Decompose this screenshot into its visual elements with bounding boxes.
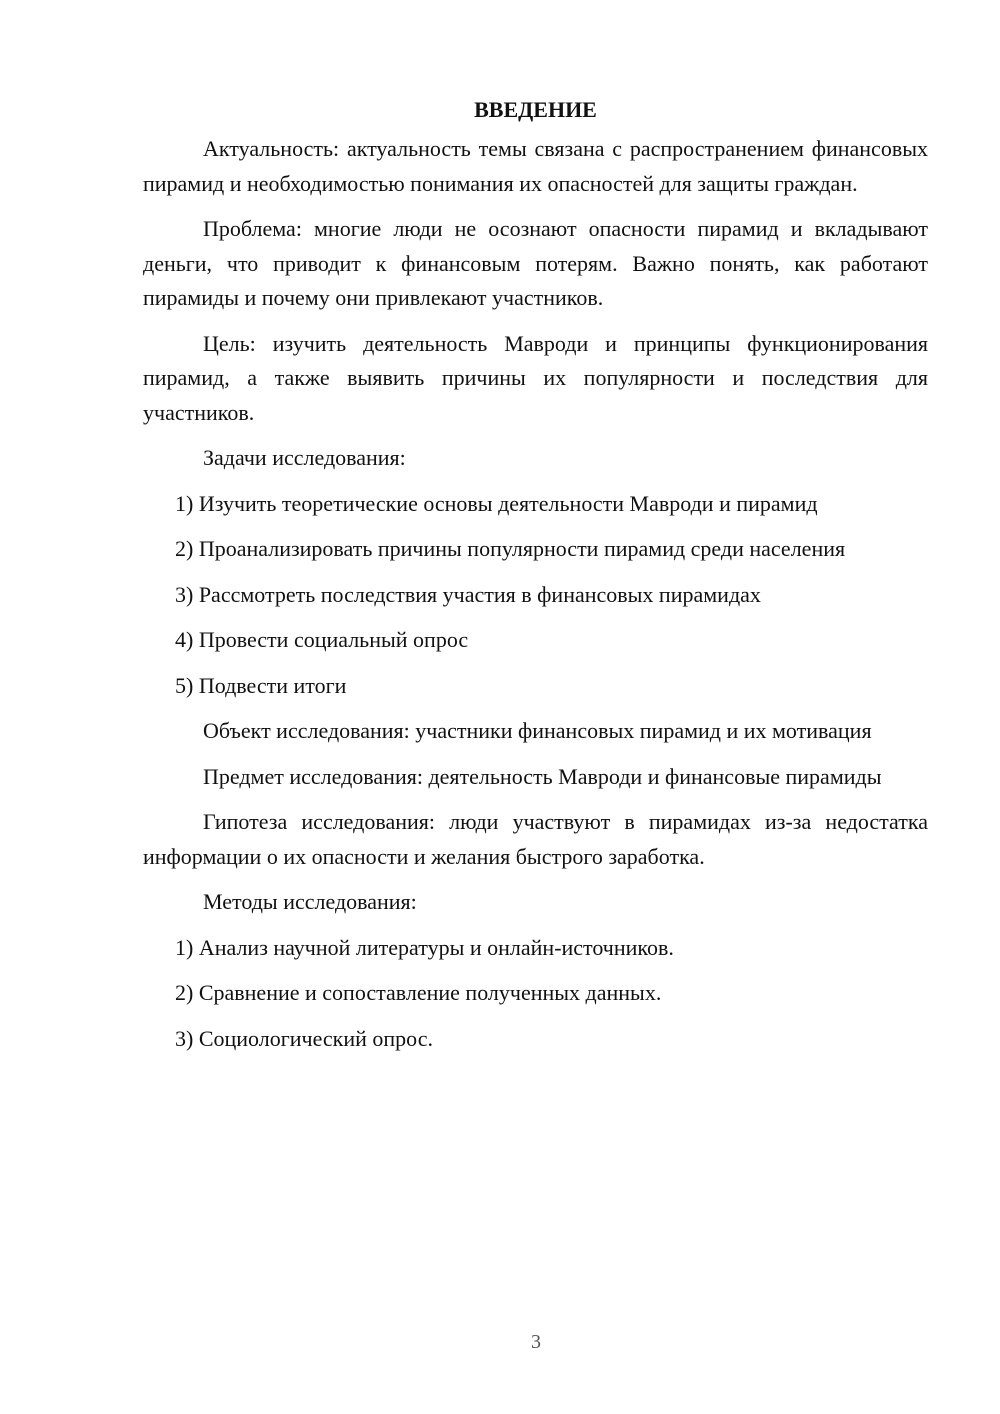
method-item-1: 1) Анализ научной литературы и онлайн-источников. <box>175 934 674 960</box>
task-item-3: 3) Рассмотреть последствия участия в финансовых пирамидах <box>175 581 761 607</box>
paragraph-subject: Предмет исследования: деятельность Мавроди и финансовые пирамиды <box>203 763 882 789</box>
paragraph-hypothesis: Гипотеза исследования: люди участвуют в пирамидах из-за недостатка информации о их опасности и желания быстрого заработка. <box>143 809 928 869</box>
page-number: 3 <box>531 1331 541 1353</box>
task-item-2: 2) Проанализировать причины популярности пирамид среди населения <box>175 536 846 561</box>
document-page <box>143 92 928 1067</box>
paragraph-goal: Цель: изучить деятельность Мавроди и принципы функционирования пирамид, а также выявить причины их популярности и последствия для участников. <box>143 330 928 425</box>
paragraph-tasks-label: Задачи исследования: <box>203 445 406 470</box>
paragraph-methods-label: Методы исследования: <box>203 889 417 914</box>
paragraph-object: Объект исследования: участники финансовых пирамид и их мотивация <box>203 718 872 743</box>
section-heading: ВВЕДЕНИЕ <box>474 97 597 122</box>
method-item-2: 2) Сравнение и сопоставление полученных данных. <box>175 980 662 1005</box>
task-item-4: 4) Провести социальный опрос <box>175 627 469 652</box>
paragraph-problem: Проблема: многие люди не осознают опасности пирамид и вкладывают деньги, что приводит к финансовым потерям. Важно понять, как работают пирамиды и почему они привлекают участников. <box>143 216 928 310</box>
paragraph-actuality: Актуальность: актуальность темы связана с распространением финансовых пирамид и необходимостью понимания их опасностей для защиты граждан. <box>143 136 928 196</box>
task-item-5: 5) Подвести итоги <box>175 672 347 698</box>
method-item-3: 3) Социологический опрос. <box>175 1025 433 1051</box>
task-item-1: 1) Изучить теоретические основы деятельности Мавроди и пирамид <box>175 490 818 516</box>
